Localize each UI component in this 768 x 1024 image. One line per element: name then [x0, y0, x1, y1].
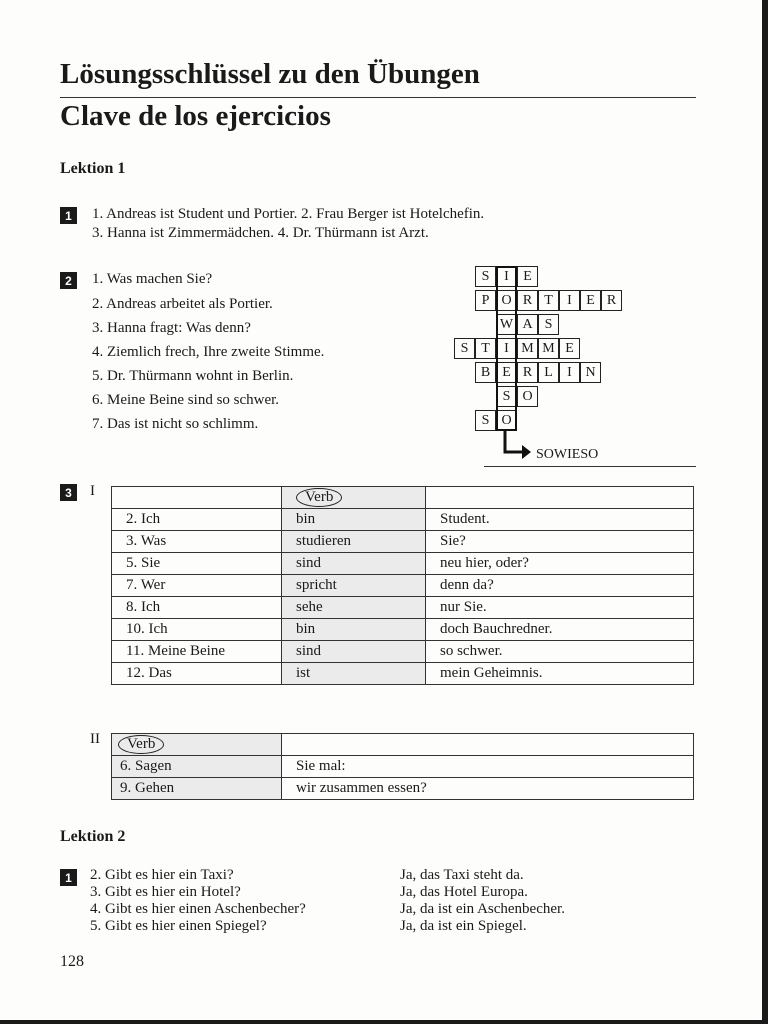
table-header-row — [112, 487, 694, 509]
table-cell: studieren — [282, 531, 426, 553]
crossword-cell: M — [538, 338, 559, 359]
crossword-cell: S — [475, 266, 496, 287]
crossword-cell: O — [517, 386, 538, 407]
page-number: 128 — [60, 953, 84, 970]
table-cell: Student. — [426, 509, 694, 531]
table-cell: 5. Sie — [112, 553, 282, 575]
table-cell: 8. Ich — [112, 597, 282, 619]
table-cell: Sie mal: — [282, 756, 694, 778]
table-row — [112, 553, 694, 575]
verb-header-oval: Verb — [296, 488, 342, 507]
table-cell: spricht — [282, 575, 426, 597]
table-cell: so schwer. — [426, 641, 694, 663]
table-cell — [112, 734, 282, 756]
table-cell: sehe — [282, 597, 426, 619]
sentence-4: 4. Ziemlich frech, Ihre zweite Stimme. — [92, 344, 325, 360]
question-2: 2. Gibt es hier ein Taxi? — [90, 867, 234, 883]
crossword-cell: R — [601, 290, 622, 311]
sentence-5: 5. Dr. Thürmann wohnt in Berlin. — [92, 368, 294, 384]
crossword-cell: R — [517, 362, 538, 383]
crossword-cell: I — [559, 362, 580, 383]
table-row — [112, 641, 694, 663]
solution-arrow-icon — [500, 428, 540, 468]
crossword-cell: I — [496, 338, 517, 359]
table-cell: 10. Ich — [112, 619, 282, 641]
exercise-number-box: 1 — [60, 869, 77, 886]
answer-3: Ja, das Hotel Europa. — [400, 884, 528, 900]
question-5: 5. Gibt es hier einen Spiegel? — [90, 918, 267, 934]
crossword-cell: S — [496, 386, 517, 407]
table-cell: ist — [282, 663, 426, 685]
table-cell — [282, 734, 694, 756]
table-cell: bin — [282, 509, 426, 531]
table-row — [112, 597, 694, 619]
table-row — [112, 531, 694, 553]
title-german: Lösungsschlüssel zu den Übungen — [60, 58, 480, 90]
verb-table-2 — [111, 733, 694, 800]
crossword-cell: L — [538, 362, 559, 383]
table-cell: 6. Sagen — [112, 756, 282, 778]
title-spanish: Clave de los ejercicios — [60, 100, 331, 132]
sentence-3: 3. Hanna fragt: Was denn? — [92, 320, 251, 336]
solution-column-highlight — [496, 266, 517, 431]
table-cell: bin — [282, 619, 426, 641]
solution-underline — [484, 466, 696, 467]
table-row — [112, 509, 694, 531]
lektion2-heading: Lektion 2 — [60, 828, 126, 845]
table-cell: sind — [282, 553, 426, 575]
table-header-row — [112, 734, 694, 756]
crossword-cell: W — [496, 314, 517, 335]
answer-2: Ja, das Taxi steht da. — [400, 867, 524, 883]
table-cell: 3. Was — [112, 531, 282, 553]
crossword-cell: M — [517, 338, 538, 359]
table-cell: 7. Wer — [112, 575, 282, 597]
question-4: 4. Gibt es hier einen Aschenbecher? — [90, 901, 306, 917]
table-cell: wir zusammen essen? — [282, 778, 694, 800]
crossword-solution: SOWIESO — [536, 447, 599, 462]
table-row — [112, 663, 694, 685]
table-row — [112, 778, 694, 800]
table-cell — [426, 487, 694, 509]
crossword-cell: T — [475, 338, 496, 359]
crossword-cell: B — [475, 362, 496, 383]
table-cell: 9. Gehen — [112, 778, 282, 800]
answer-5: Ja, da ist ein Spiegel. — [400, 918, 527, 934]
sentence-2: 2. Andreas arbeitet als Portier. — [92, 296, 273, 312]
table-cell: Sie? — [426, 531, 694, 553]
crossword-cell: S — [454, 338, 475, 359]
crossword-cell: E — [580, 290, 601, 311]
exercise-number-box: 1 — [60, 207, 77, 224]
table-cell: nur Sie. — [426, 597, 694, 619]
table-cell — [282, 487, 426, 509]
crossword-cell: N — [580, 362, 601, 383]
crossword-cell: A — [517, 314, 538, 335]
crossword-cell: R — [517, 290, 538, 311]
table-cell: doch Bauchredner. — [426, 619, 694, 641]
table-cell: sind — [282, 641, 426, 663]
crossword-cell: E — [559, 338, 580, 359]
table-cell: denn da? — [426, 575, 694, 597]
crossword-cell: E — [517, 266, 538, 287]
sentence-7: 7. Das ist nicht so schlimm. — [92, 416, 259, 432]
exercise1-line2: 3. Hanna ist Zimmermädchen. 4. Dr. Thürmann ist Arzt. — [92, 225, 429, 241]
crossword-cell: O — [496, 410, 517, 431]
verb-table-1 — [111, 486, 694, 685]
title-divider — [60, 97, 696, 98]
crossword-cell: I — [496, 266, 517, 287]
table-row — [112, 756, 694, 778]
answer-4: Ja, da ist ein Aschenbecher. — [400, 901, 565, 917]
verb-header-oval: Verb — [118, 735, 164, 754]
crossword-cell: S — [538, 314, 559, 335]
crossword-cell: E — [496, 362, 517, 383]
table-row — [112, 575, 694, 597]
crossword-cell: T — [538, 290, 559, 311]
part-label-II: II — [90, 731, 100, 747]
exercise1-line1: 1. Andreas ist Student und Portier. 2. Frau Berger ist Hotelchefin. — [92, 206, 485, 222]
sentence-6: 6. Meine Beine sind so schwer. — [92, 392, 280, 408]
exercise-number-box: 3 — [60, 484, 77, 501]
exercise-number-box: 2 — [60, 272, 77, 289]
table-cell: neu hier, oder? — [426, 553, 694, 575]
table-cell: mein Geheimnis. — [426, 663, 694, 685]
table-cell — [112, 487, 282, 509]
part-label-I: I — [90, 483, 95, 499]
table-cell: 2. Ich — [112, 509, 282, 531]
question-3: 3. Gibt es hier ein Hotel? — [90, 884, 241, 900]
table-cell: 11. Meine Beine — [112, 641, 282, 663]
page-edge-bottom — [0, 1020, 768, 1024]
table-cell: 12. Das — [112, 663, 282, 685]
crossword-cell: O — [496, 290, 517, 311]
crossword-cell: S — [475, 410, 496, 431]
sentence-1: 1. Was machen Sie? — [92, 271, 213, 287]
crossword-cell: P — [475, 290, 496, 311]
crossword-cell: I — [559, 290, 580, 311]
page-edge-right — [762, 0, 768, 1024]
table-row — [112, 619, 694, 641]
lektion1-heading: Lektion 1 — [60, 160, 126, 177]
